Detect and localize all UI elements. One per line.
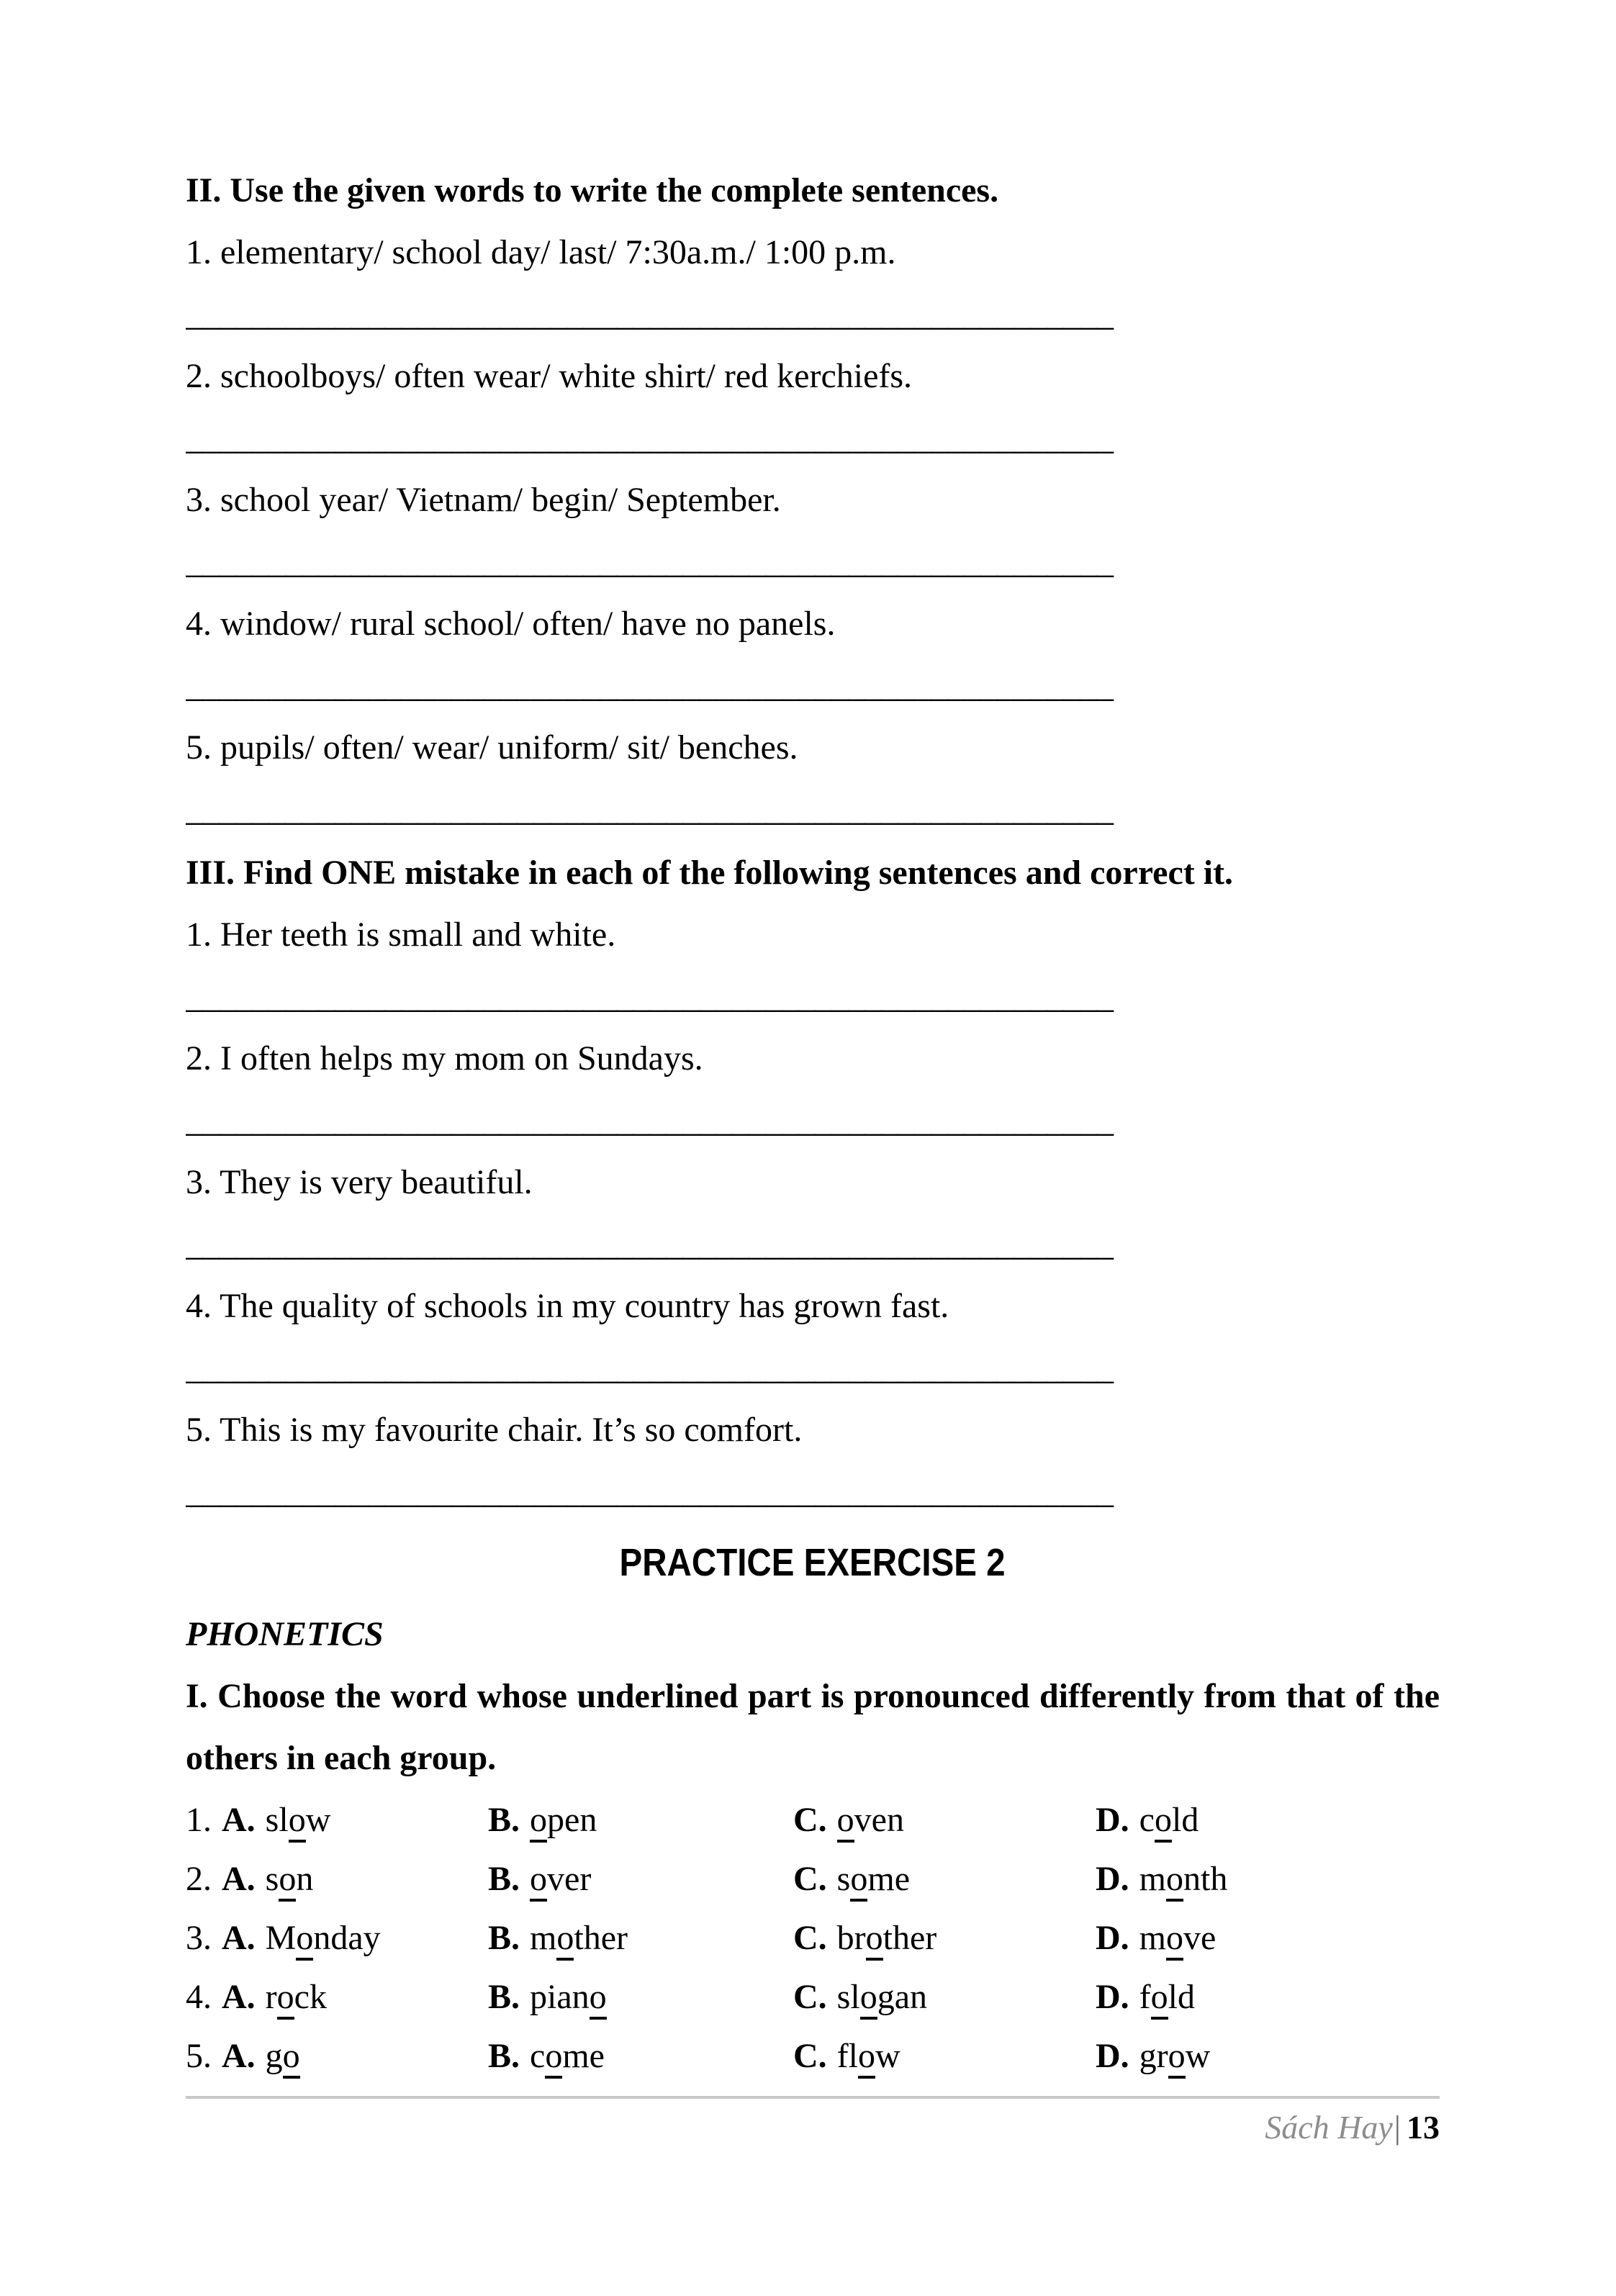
choice-word	[530, 2037, 605, 2079]
phonetics-instruction: I. Choose the word whose underlined part is pronounced differently from that of the others in each group.	[186, 1677, 1440, 1777]
choice-number: 4.	[186, 1978, 212, 2016]
word-post: nday	[313, 1919, 381, 1957]
choice-letter: B.	[488, 2037, 520, 2075]
word-post: ld	[1171, 1801, 1199, 1839]
word-pre: sl	[836, 1978, 860, 2016]
underlined-letter: o	[850, 1860, 867, 1902]
choice-letter: B.	[488, 1919, 520, 1957]
word-pre: m	[1139, 1919, 1167, 1957]
answer-line: ________________________________________________________	[186, 543, 1113, 581]
choice-number: 5.	[186, 2037, 212, 2075]
underlined-letter: o	[860, 1978, 877, 2020]
choice-rows	[186, 1791, 1440, 2086]
word-pre: s	[836, 1860, 851, 1898]
choice-letter: C.	[793, 1801, 827, 1839]
choice-word	[1139, 1978, 1195, 2020]
word-post: ther	[883, 1919, 937, 1957]
underlined-letter: o	[530, 1801, 547, 1843]
word-pre: gr	[1139, 2037, 1168, 2075]
word-pre: M	[265, 1919, 297, 1957]
word-pre: br	[836, 1919, 866, 1957]
answer-line: ________________________________________________________	[186, 1349, 1113, 1387]
choice-cell	[186, 2027, 488, 2086]
underlined-letter: o	[1166, 1919, 1183, 1961]
footer-rule	[186, 2096, 1440, 2099]
page-footer	[186, 2106, 1440, 2149]
exercise-item: 2. I often helps my mom on Sundays.	[186, 1039, 703, 1077]
choice-cell	[488, 2027, 793, 2086]
exercise-item: 1. Her teeth is small and white.	[186, 916, 616, 954]
section-phonetics	[186, 1604, 1440, 2086]
choice-word	[530, 1919, 628, 1961]
choice-cell	[186, 1909, 488, 1968]
choice-word	[266, 1978, 327, 2020]
choice-cell	[488, 1791, 793, 1850]
footer-separator: |	[1394, 2109, 1401, 2146]
word-pre: m	[1139, 1860, 1167, 1898]
word-post: pen	[547, 1801, 597, 1839]
word-pre: c	[530, 2037, 546, 2075]
choice-word	[1139, 1860, 1228, 1902]
choice-cell	[186, 1850, 488, 1909]
underlined-letter: o	[1168, 2037, 1186, 2079]
choice-word	[1139, 1919, 1216, 1961]
word-pre: fl	[836, 2037, 858, 2075]
word-pre: pian	[530, 1978, 590, 2016]
word-post: ck	[294, 1978, 327, 2016]
word-post: ld	[1168, 1978, 1195, 2016]
underlined-letter: o	[1151, 1978, 1168, 2020]
underlined-letter: o	[277, 1978, 294, 2020]
underlined-letter: o	[1155, 1801, 1172, 1843]
answer-line: ________________________________________________________	[186, 790, 1113, 828]
underlined-letter: o	[556, 1919, 574, 1961]
answer-line: ________________________________________________________	[186, 977, 1113, 1016]
word-post: w	[305, 1801, 331, 1839]
word-pre: f	[1139, 1978, 1151, 2016]
section-find-mistake	[186, 842, 1440, 1523]
footer-brand: Sách Hay	[1265, 2109, 1393, 2146]
answer-line: ________________________________________________________	[186, 666, 1113, 705]
word-post: ther	[574, 1919, 628, 1957]
underlined-letter: o	[1166, 1860, 1183, 1902]
phonetics-label: PHONETICS	[186, 1615, 384, 1653]
choice-word	[1139, 1801, 1199, 1843]
underlined-letter: o	[530, 1860, 547, 1902]
exercise-item: 3. They is very beautiful.	[186, 1163, 533, 1201]
underlined-letter: o	[283, 2037, 300, 2079]
choice-cell	[793, 1791, 1096, 1850]
choice-letter: C.	[793, 1860, 827, 1898]
underlined-letter: o	[545, 2037, 562, 2079]
footer-page-number: 13	[1407, 2109, 1440, 2146]
word-post: w	[875, 2037, 900, 2075]
answer-line: ________________________________________________________	[186, 1473, 1113, 1511]
exercise-item: 5. This is my favourite chair. It’s so comfort.	[186, 1411, 803, 1449]
answer-line: ________________________________________________________	[186, 295, 1113, 333]
answer-line: ________________________________________________________	[186, 1101, 1113, 1139]
choice-letter: B.	[488, 1978, 520, 2016]
underlined-letter: o	[279, 1860, 296, 1902]
choice-word	[837, 1860, 910, 1902]
choice-letter: C.	[793, 1978, 827, 2016]
word-post: gan	[877, 1978, 927, 2016]
choice-letter: D.	[1096, 1978, 1129, 2016]
choice-cell	[1096, 1968, 1440, 2027]
word-post: nth	[1183, 1860, 1228, 1898]
choice-cell	[488, 1909, 793, 1968]
choice-word	[530, 1801, 597, 1843]
choice-word	[837, 1919, 937, 1961]
practice-exercise-title: PRACTICE EXERCISE 2	[619, 1541, 1006, 1584]
choice-word	[266, 2037, 300, 2079]
choice-cell	[1096, 1850, 1440, 1909]
choice-letter: D.	[1096, 2037, 1129, 2075]
choice-word	[837, 2037, 900, 2079]
choice-word	[266, 1919, 381, 1961]
choice-row	[186, 1791, 1440, 1850]
choice-cell	[793, 2027, 1096, 2086]
choice-letter: C.	[793, 1919, 827, 1957]
choice-letter: B.	[488, 1860, 520, 1898]
choice-number: 2.	[186, 1860, 212, 1898]
exercise-item: 1. elementary/ school day/ last/ 7:30a.m./ 1:00 p.m.	[186, 233, 896, 271]
choice-row	[186, 1968, 1440, 2027]
choice-cell	[793, 1968, 1096, 2027]
answer-line: ________________________________________________________	[186, 419, 1113, 457]
choice-row	[186, 1850, 1440, 1909]
word-post: ve	[1183, 1919, 1216, 1957]
practice-exercise-title-wrap	[186, 1532, 1440, 1604]
choice-letter: D.	[1096, 1919, 1129, 1957]
word-pre: c	[1139, 1801, 1155, 1839]
underlined-letter: o	[289, 1801, 306, 1843]
choice-cell	[1096, 1791, 1440, 1850]
choice-word	[1139, 2037, 1211, 2079]
exercise-item: 4. The quality of schools in my country has grown fast.	[186, 1287, 949, 1325]
answer-line: ________________________________________________________	[186, 1225, 1113, 1263]
choice-cell	[488, 1968, 793, 2027]
underlined-letter: o	[866, 1919, 883, 1961]
choice-word	[266, 1801, 331, 1843]
choice-cell	[793, 1850, 1096, 1909]
word-pre: m	[530, 1919, 557, 1957]
word-pre: g	[265, 2037, 283, 2075]
word-pre: sl	[265, 1801, 289, 1839]
choice-cell	[1096, 2027, 1440, 2086]
exercise-item: 4. window/ rural school/ often/ have no panels.	[186, 605, 836, 643]
choice-word	[530, 1860, 591, 1902]
section-write-sentences	[186, 160, 1440, 841]
exercise-item: 5. pupils/ often/ wear/ uniform/ sit/ benches.	[186, 728, 798, 767]
choice-letter: A.	[222, 1978, 256, 2016]
choice-word	[266, 1860, 314, 1902]
choice-letter: A.	[222, 2037, 256, 2075]
choice-cell	[186, 1968, 488, 2027]
word-post: ven	[854, 1801, 904, 1839]
choice-letter: B.	[488, 1801, 520, 1839]
underlined-letter: o	[837, 1801, 854, 1843]
choice-letter: A.	[222, 1919, 256, 1957]
choice-row	[186, 1909, 1440, 1968]
word-post: me	[562, 2037, 605, 2075]
choice-letter: A.	[222, 1801, 256, 1839]
word-post: w	[1185, 2037, 1211, 2075]
underlined-letter: o	[296, 1919, 313, 1961]
choice-letter: C.	[793, 2037, 827, 2075]
section2-heading: II. Use the given words to write the complete sentences.	[186, 171, 999, 209]
choice-word	[530, 1978, 607, 2020]
word-pre: s	[265, 1860, 279, 1898]
choice-letter: D.	[1096, 1801, 1129, 1839]
choice-word	[837, 1978, 927, 2020]
section3-heading: III. Find ONE mistake in each of the following sentences and correct it.	[186, 854, 1234, 892]
word-pre: r	[265, 1978, 277, 2016]
choice-word	[837, 1801, 904, 1843]
underlined-letter: o	[590, 1978, 607, 2020]
underlined-letter: o	[858, 2037, 875, 2079]
choice-row	[186, 2027, 1440, 2086]
word-post: n	[296, 1860, 314, 1898]
choice-cell	[488, 1850, 793, 1909]
choice-cell	[793, 1909, 1096, 1968]
choice-letter: D.	[1096, 1860, 1129, 1898]
choice-cell	[186, 1791, 488, 1850]
choice-cell	[1096, 1909, 1440, 1968]
exercise-item: 2. schoolboys/ often wear/ white shirt/ red kerchiefs.	[186, 357, 913, 395]
exercise-item: 3. school year/ Vietnam/ begin/ September.	[186, 481, 781, 519]
choice-number: 3.	[186, 1919, 212, 1957]
word-post: me	[867, 1860, 910, 1898]
choice-letter: A.	[222, 1860, 256, 1898]
choice-number: 1.	[186, 1801, 212, 1839]
word-post: ver	[547, 1860, 592, 1898]
